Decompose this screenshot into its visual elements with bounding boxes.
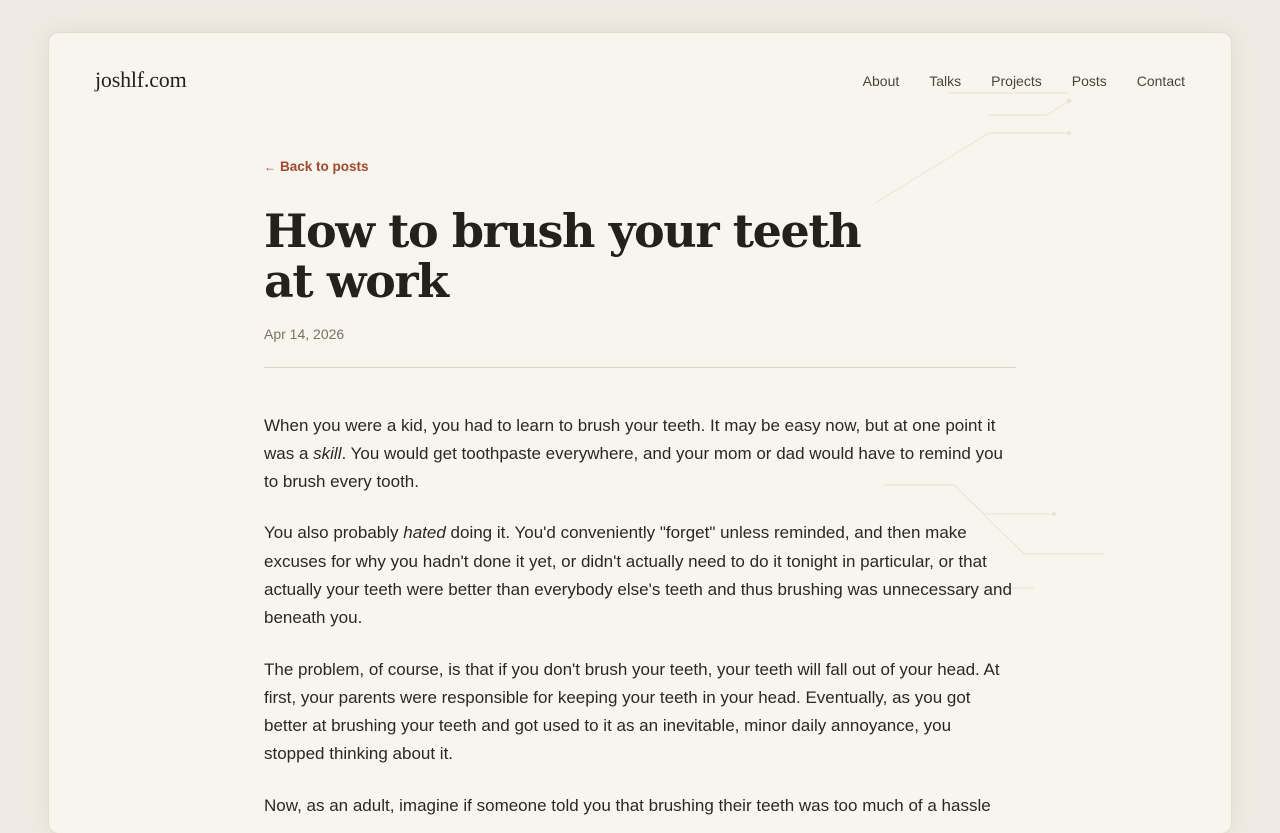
paragraph-text: doing it. You'd conveniently "forget" unless reminded, and then make excuses for why you hadn't done it yet, or didn't actually need to do it tonight in particular, or that actually your teeth were better than everybody else's teeth and thus brushing was unnecessary and beneath you.: [264, 523, 1012, 628]
nav-contact[interactable]: Contact: [1136, 73, 1185, 89]
arrow-left-icon: ←: [264, 159, 276, 174]
paragraph-text: The problem, of course, is that if you don't brush your teeth, your teeth will fall out of your head. At first, your parents were responsible for keeping your teeth in your head. Eventually, as you got better at brushing your teeth and got used to it as an inevitable, minor daily annoyance, you stopped thinking about it.: [264, 659, 1000, 764]
main-nav: [863, 73, 1185, 89]
title-divider: [264, 367, 1016, 368]
back-to-posts-label: Back to posts: [280, 159, 369, 174]
emphasis-text: hated: [403, 523, 446, 543]
back-to-posts-link[interactable]: [264, 159, 369, 174]
paragraph-text: When you were a kid, you had to learn to brush your teeth. It may be easy now, but at one point it was a: [264, 415, 996, 463]
post-paragraph: [264, 519, 1016, 632]
post-paragraph: [264, 792, 1016, 820]
nav-posts[interactable]: Posts: [1071, 73, 1107, 89]
site-logo[interactable]: joshlf.com: [95, 67, 187, 92]
emphasis-text: skill: [313, 443, 342, 463]
post-body: [264, 412, 1016, 821]
paragraph-text: . You would get toothpaste everywhere, and your mom or dad would have to remind you to brush every tooth.: [264, 443, 1003, 492]
nav-projects[interactable]: Projects: [991, 73, 1042, 89]
post-title: How to brush your teeth at work: [264, 203, 861, 308]
nav-talks[interactable]: Talks: [929, 73, 962, 89]
post-date: Apr 14, 2026: [264, 325, 345, 342]
post-paragraph: [264, 412, 1016, 497]
paragraph-text: Now, as an adult, imagine if someone told you that brushing their teeth was too much of a hassle: [264, 795, 991, 815]
nav-about[interactable]: About: [862, 73, 900, 89]
page-card: [49, 33, 1231, 833]
paragraph-text: You also probably: [264, 523, 404, 543]
post-paragraph: [264, 656, 1016, 769]
post-article: [264, 156, 1016, 833]
